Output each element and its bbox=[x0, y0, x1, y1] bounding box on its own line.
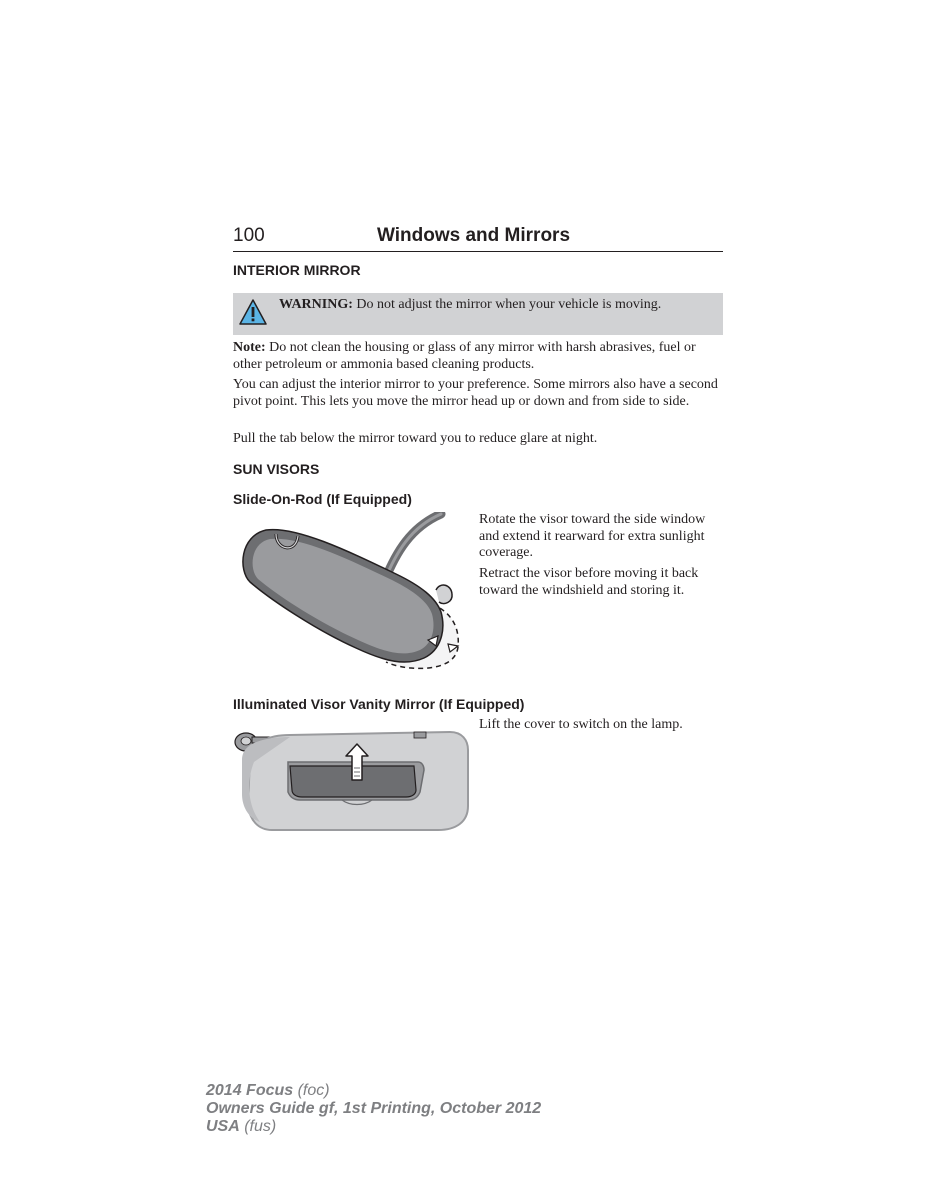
interior-mirror-heading: INTERIOR MIRROR bbox=[233, 262, 361, 278]
mirror-adjust-paragraph: You can adjust the interior mirror to your preference. Some mirrors also have a second pivot point. This lets you move the mirror head up or down and from side to side. bbox=[233, 377, 718, 409]
footer-line-2: Owners Guide gf, 1st Printing, October 2012 bbox=[206, 1100, 542, 1117]
footer-market-code: (fus) bbox=[239, 1118, 277, 1135]
footer-line-3 bbox=[206, 1118, 541, 1136]
footer-market: USA bbox=[206, 1118, 240, 1135]
vanity-mirror-heading: Illuminated Visor Vanity Mirror (If Equipped) bbox=[233, 696, 525, 712]
slide-on-rod-text-2: Retract the visor before moving it back toward the windshield and storing it. bbox=[479, 566, 699, 598]
note-label: Note: bbox=[233, 340, 266, 355]
footer-model: 2014 Focus bbox=[206, 1082, 294, 1099]
note-paragraph bbox=[233, 340, 723, 373]
warning-text: Do not adjust the mirror when your vehicle is moving. bbox=[352, 297, 662, 312]
footer-line-1 bbox=[206, 1082, 541, 1100]
page-footer bbox=[206, 1082, 541, 1136]
slide-on-rod-heading: Slide-On-Rod (If Equipped) bbox=[233, 491, 412, 507]
slide-on-rod-visor-illustration bbox=[236, 512, 466, 672]
note-text: Do not clean the housing or glass of any mirror with harsh abrasives, fuel or other petroleum or ammonia based cleaning products. bbox=[233, 340, 696, 372]
warning-text-block bbox=[279, 296, 709, 314]
footer-model-code: (foc) bbox=[293, 1082, 330, 1099]
page-number: 100 bbox=[233, 225, 265, 246]
vanity-mirror-text-1: Lift the cover to switch on the lamp. bbox=[479, 717, 683, 732]
warning-box bbox=[233, 293, 723, 335]
page-title: Windows and Mirrors bbox=[377, 225, 571, 246]
warning-triangle-icon bbox=[238, 298, 268, 326]
slide-on-rod-text-1: Rotate the visor toward the side window and extend it rearward for extra sunlight coverage. bbox=[479, 512, 706, 560]
sun-visors-heading: SUN VISORS bbox=[233, 461, 320, 477]
glare-paragraph: Pull the tab below the mirror toward you to reduce glare at night. bbox=[233, 431, 598, 446]
warning-label: WARNING: bbox=[279, 297, 353, 312]
vanity-mirror-visor-illustration bbox=[230, 722, 472, 834]
page-header bbox=[233, 224, 723, 252]
